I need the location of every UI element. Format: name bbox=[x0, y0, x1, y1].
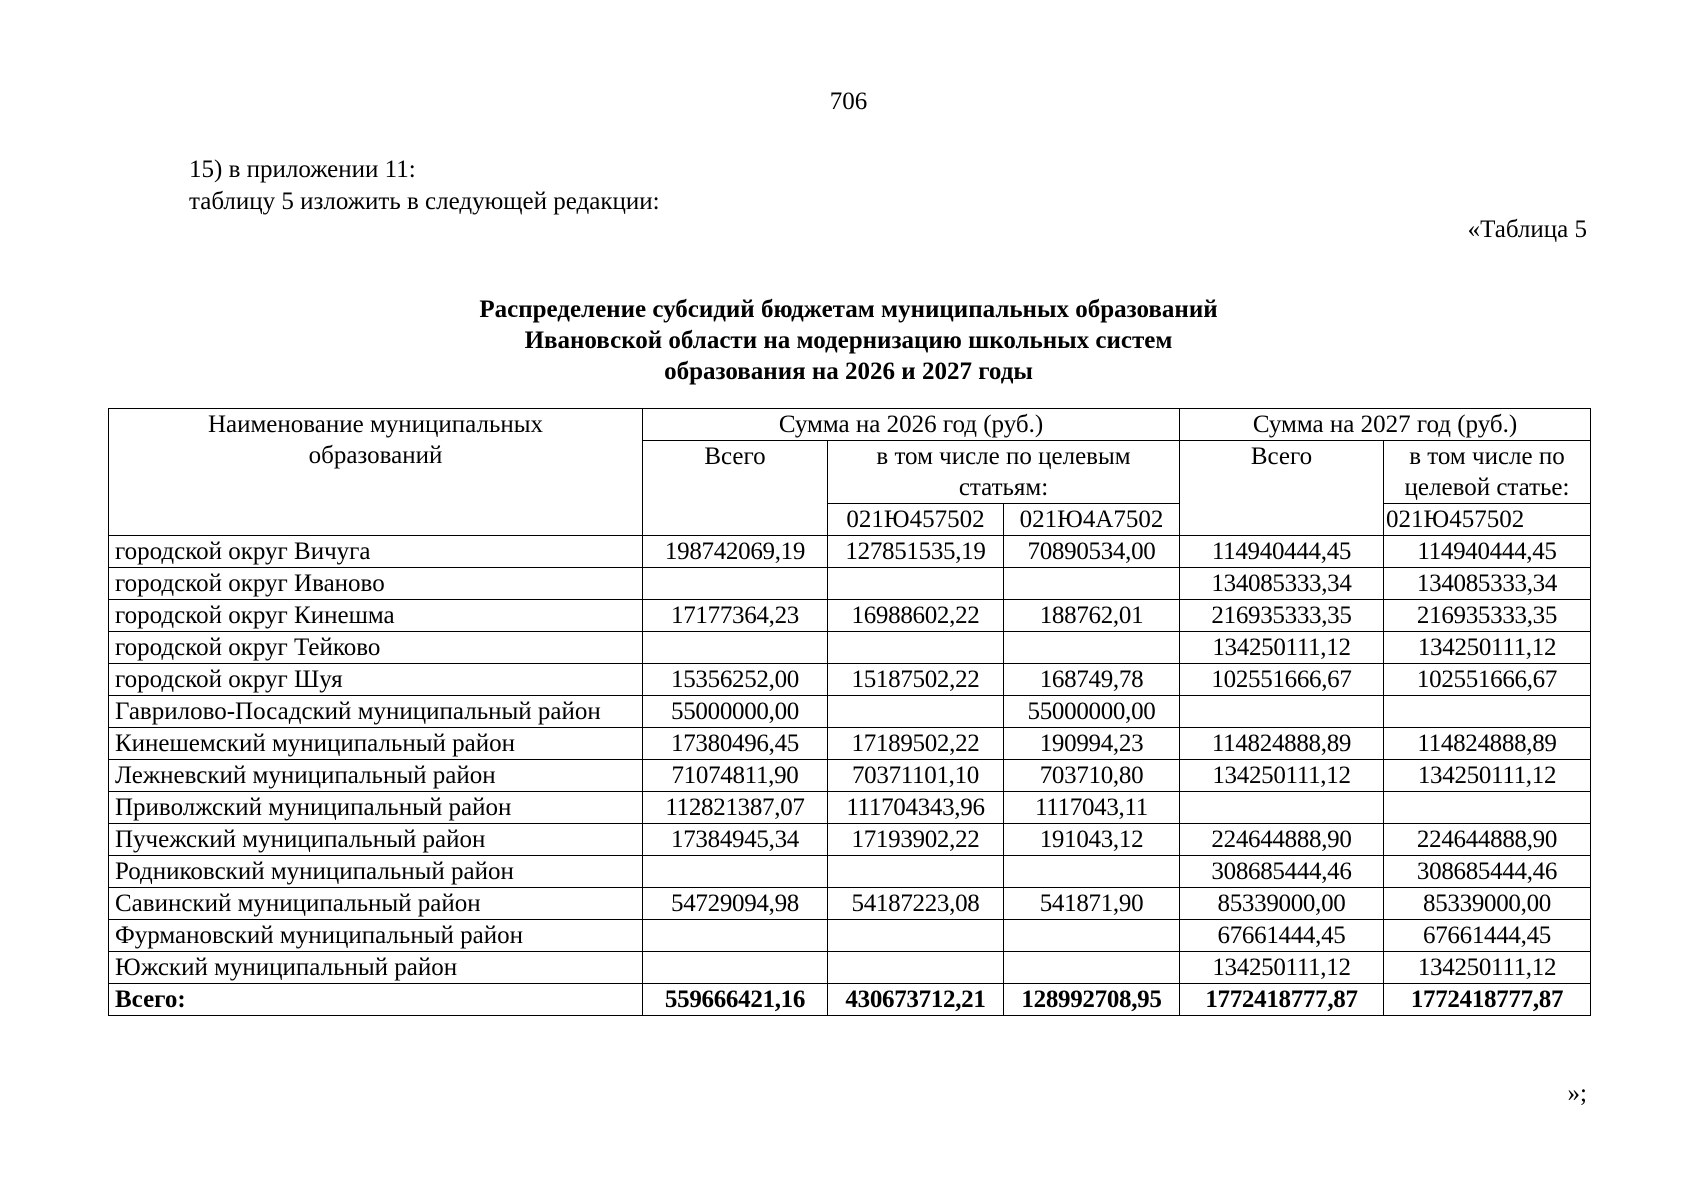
article-1-2026-cell bbox=[828, 920, 1004, 952]
table-row bbox=[109, 568, 1591, 600]
intro-line-2: таблицу 5 изложить в следующей редакции: bbox=[189, 188, 660, 215]
table-row bbox=[109, 888, 1591, 920]
article-1-2026-cell: 17189502,22 bbox=[828, 728, 1004, 760]
total-2026-cell: 17380496,45 bbox=[643, 728, 828, 760]
header-sum-2026: Сумма на 2026 год (руб.) bbox=[643, 409, 1180, 441]
article-1-2027-cell: 216935333,35 bbox=[1384, 600, 1591, 632]
title-line-3: образования на 2026 и 2027 годы bbox=[664, 358, 1033, 385]
article-1-2027-cell: 134250111,12 bbox=[1384, 632, 1591, 664]
table-row bbox=[109, 728, 1591, 760]
total-2027-cell: 114940444,45 bbox=[1180, 536, 1384, 568]
article-1-2026-cell: 15187502,22 bbox=[828, 664, 1004, 696]
total-2026-cell: 55000000,00 bbox=[643, 696, 828, 728]
table-row bbox=[109, 760, 1591, 792]
municipality-name: Гаврилово-Посадский муниципальный район bbox=[109, 696, 643, 728]
total-2027-cell: 134250111,12 bbox=[1180, 632, 1384, 664]
article-2-2026-cell: 1117043,11 bbox=[1004, 792, 1180, 824]
table-header bbox=[109, 409, 1591, 536]
article-1-2026-cell bbox=[828, 632, 1004, 664]
municipality-name: городской округ Иваново bbox=[109, 568, 643, 600]
municipality-name: Южский муниципальный район bbox=[109, 952, 643, 984]
municipality-name: городской округ Шуя bbox=[109, 664, 643, 696]
article-1-2027-cell: 114824888,89 bbox=[1384, 728, 1591, 760]
municipality-name: Лежневский муниципальный район bbox=[109, 760, 643, 792]
article-1-2027-cell: 85339000,00 bbox=[1384, 888, 1591, 920]
municipality-name: городской округ Тейково bbox=[109, 632, 643, 664]
total-2027-cell: 224644888,90 bbox=[1180, 824, 1384, 856]
article-1-2027-cell: 1772418777,87 bbox=[1384, 984, 1591, 1016]
article-2-2026-cell: 55000000,00 bbox=[1004, 696, 1180, 728]
table-row bbox=[109, 664, 1591, 696]
table-row bbox=[109, 696, 1591, 728]
total-2026-cell bbox=[643, 568, 828, 600]
article-2-2026-cell: 188762,01 bbox=[1004, 600, 1180, 632]
title-line-1: Распределение субсидий бюджетам муниципальных образований bbox=[479, 296, 1218, 323]
article-2-2026-cell: 703710,80 bbox=[1004, 760, 1180, 792]
total-2026-cell bbox=[643, 952, 828, 984]
header-code-2: 021Ю4А7502 bbox=[1004, 504, 1180, 536]
article-2-2026-cell: 128992708,95 bbox=[1004, 984, 1180, 1016]
total-2027-cell: 308685444,46 bbox=[1180, 856, 1384, 888]
subsidy-table bbox=[108, 408, 1591, 1016]
table-row bbox=[109, 600, 1591, 632]
total-2026-cell bbox=[643, 856, 828, 888]
total-2026-cell: 17384945,34 bbox=[643, 824, 828, 856]
article-1-2026-cell bbox=[828, 952, 1004, 984]
article-1-2026-cell: 16988602,22 bbox=[828, 600, 1004, 632]
total-2026-cell: 15356252,00 bbox=[643, 664, 828, 696]
total-row bbox=[109, 984, 1591, 1016]
article-1-2026-cell bbox=[828, 696, 1004, 728]
total-2026-cell bbox=[643, 920, 828, 952]
article-2-2026-cell bbox=[1004, 920, 1180, 952]
article-1-2027-cell: 134250111,12 bbox=[1384, 952, 1591, 984]
header-total-2026: Всего bbox=[643, 441, 828, 536]
table-row bbox=[109, 792, 1591, 824]
intro-line-1: 15) в приложении 11: bbox=[189, 156, 416, 183]
article-1-2026-cell: 127851535,19 bbox=[828, 536, 1004, 568]
total-2027-cell: 134250111,12 bbox=[1180, 760, 1384, 792]
municipality-name: Кинешемский муниципальный район bbox=[109, 728, 643, 760]
municipality-name: Пучежский муниципальный район bbox=[109, 824, 643, 856]
document-title bbox=[0, 294, 1697, 387]
total-2027-cell: 1772418777,87 bbox=[1180, 984, 1384, 1016]
total-2027-cell: 85339000,00 bbox=[1180, 888, 1384, 920]
total-2026-cell: 559666421,16 bbox=[643, 984, 828, 1016]
article-1-2026-cell bbox=[828, 568, 1004, 600]
municipality-name: городской округ Кинешма bbox=[109, 600, 643, 632]
header-name: Наименование муниципальных образований bbox=[109, 409, 643, 536]
article-1-2027-cell: 67661444,45 bbox=[1384, 920, 1591, 952]
header-sum-2027: Сумма на 2027 год (руб.) bbox=[1180, 409, 1591, 441]
municipality-name: Савинский муниципальный район bbox=[109, 888, 643, 920]
article-2-2026-cell: 190994,23 bbox=[1004, 728, 1180, 760]
intro-text bbox=[189, 154, 660, 218]
total-2027-cell: 134085333,34 bbox=[1180, 568, 1384, 600]
article-2-2026-cell bbox=[1004, 856, 1180, 888]
municipality-name: Родниковский муниципальный район bbox=[109, 856, 643, 888]
total-2026-cell: 54729094,98 bbox=[643, 888, 828, 920]
total-2026-cell bbox=[643, 632, 828, 664]
header-total-2027: Всего bbox=[1180, 441, 1384, 536]
article-1-2026-cell: 17193902,22 bbox=[828, 824, 1004, 856]
total-2026-cell: 17177364,23 bbox=[643, 600, 828, 632]
article-2-2026-cell: 541871,90 bbox=[1004, 888, 1180, 920]
table-row bbox=[109, 920, 1591, 952]
article-2-2026-cell bbox=[1004, 568, 1180, 600]
article-2-2026-cell: 191043,12 bbox=[1004, 824, 1180, 856]
total-2027-cell bbox=[1180, 696, 1384, 728]
total-2026-cell: 112821387,07 bbox=[643, 792, 828, 824]
article-1-2026-cell: 70371101,10 bbox=[828, 760, 1004, 792]
total-2027-cell: 67661444,45 bbox=[1180, 920, 1384, 952]
header-including-2027: в том числе по целевой статье: bbox=[1384, 441, 1591, 504]
article-2-2026-cell bbox=[1004, 632, 1180, 664]
total-label: Всего: bbox=[109, 984, 643, 1016]
table-row bbox=[109, 824, 1591, 856]
table-row bbox=[109, 952, 1591, 984]
article-1-2026-cell: 430673712,21 bbox=[828, 984, 1004, 1016]
article-2-2026-cell: 70890534,00 bbox=[1004, 536, 1180, 568]
article-1-2027-cell: 114940444,45 bbox=[1384, 536, 1591, 568]
article-1-2027-cell: 134085333,34 bbox=[1384, 568, 1591, 600]
header-code-3: 021Ю457502 bbox=[1384, 504, 1591, 536]
header-code-1: 021Ю457502 bbox=[828, 504, 1004, 536]
total-2027-cell: 216935333,35 bbox=[1180, 600, 1384, 632]
total-2027-cell bbox=[1180, 792, 1384, 824]
article-2-2026-cell bbox=[1004, 952, 1180, 984]
article-1-2027-cell bbox=[1384, 696, 1591, 728]
article-1-2026-cell: 54187223,08 bbox=[828, 888, 1004, 920]
article-1-2026-cell bbox=[828, 856, 1004, 888]
table-row bbox=[109, 632, 1591, 664]
header-including-2026: в том числе по целевым статьям: bbox=[828, 441, 1180, 504]
total-2027-cell: 102551666,67 bbox=[1180, 664, 1384, 696]
article-2-2026-cell: 168749,78 bbox=[1004, 664, 1180, 696]
table-label: «Таблица 5 bbox=[1467, 216, 1587, 243]
article-1-2027-cell bbox=[1384, 792, 1591, 824]
table-body bbox=[109, 536, 1591, 1016]
total-2027-cell: 114824888,89 bbox=[1180, 728, 1384, 760]
total-2026-cell: 198742069,19 bbox=[643, 536, 828, 568]
article-1-2027-cell: 224644888,90 bbox=[1384, 824, 1591, 856]
article-1-2026-cell: 111704343,96 bbox=[828, 792, 1004, 824]
table-row bbox=[109, 536, 1591, 568]
article-1-2027-cell: 102551666,67 bbox=[1384, 664, 1591, 696]
closing-quote: »; bbox=[1567, 1080, 1587, 1107]
total-2026-cell: 71074811,90 bbox=[643, 760, 828, 792]
municipality-name: Приволжский муниципальный район bbox=[109, 792, 643, 824]
page-number: 706 bbox=[829, 88, 868, 115]
municipality-name: городской округ Вичуга bbox=[109, 536, 643, 568]
municipality-name: Фурмановский муниципальный район bbox=[109, 920, 643, 952]
table-row bbox=[109, 856, 1591, 888]
title-line-2: Ивановской области на модернизацию школьных систем bbox=[524, 327, 1173, 354]
total-2027-cell: 134250111,12 bbox=[1180, 952, 1384, 984]
article-1-2027-cell: 134250111,12 bbox=[1384, 760, 1591, 792]
article-1-2027-cell: 308685444,46 bbox=[1384, 856, 1591, 888]
